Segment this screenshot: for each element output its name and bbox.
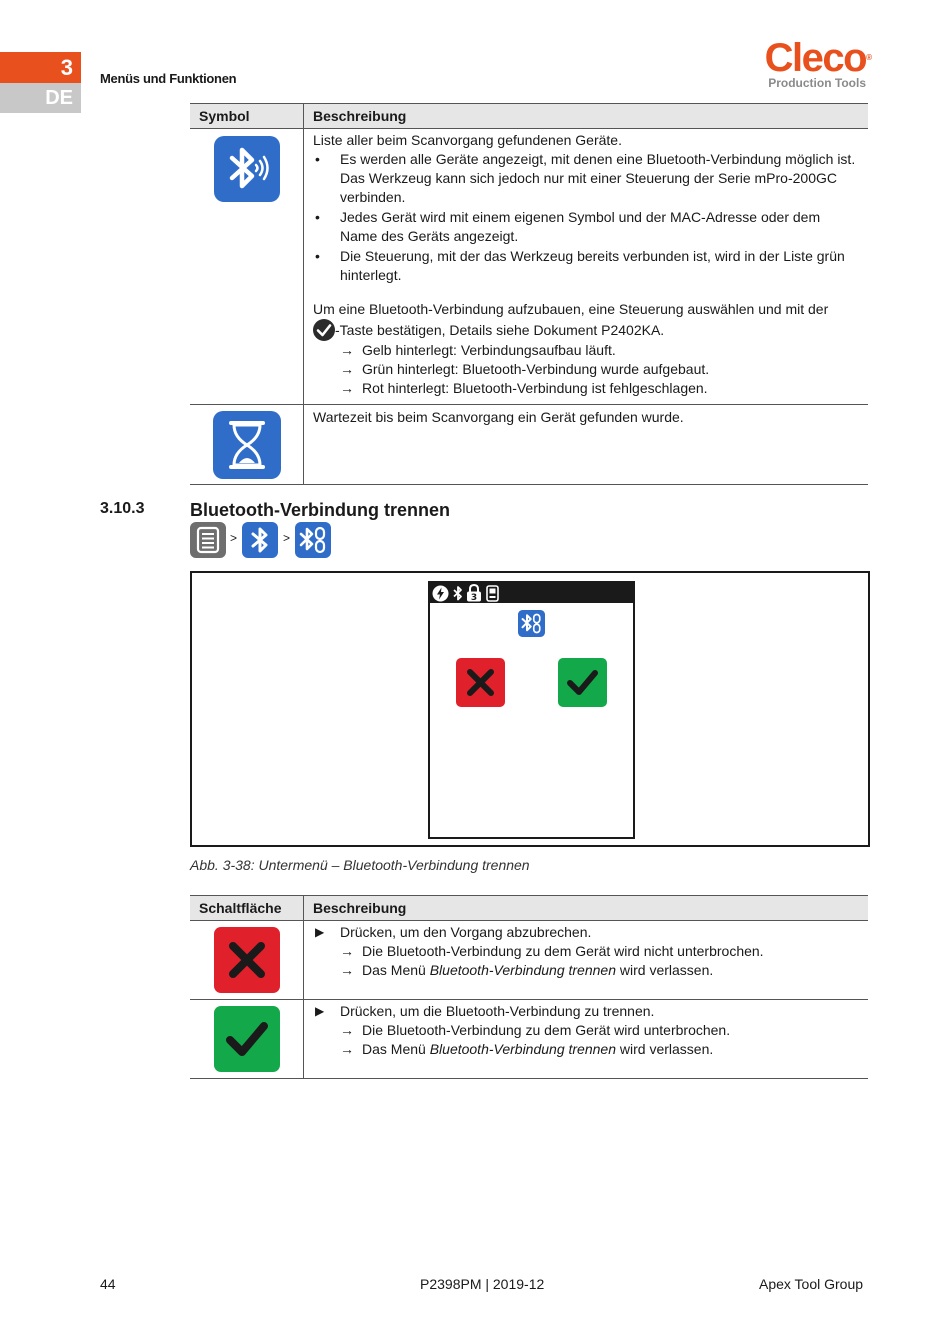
result-item: → Die Bluetooth-Verbindung zu dem Gerät wird nicht unterbrochen.: [340, 943, 764, 959]
result-item: → Rot hinterlegt: Bluetooth-Verbindung ist fehlgeschlagen.: [340, 380, 708, 396]
cancel-x-icon: [214, 927, 280, 993]
svg-text:3: 3: [470, 593, 478, 602]
col-description-header: Beschreibung: [304, 104, 869, 129]
list-item: • Jedes Gerät wird mit einem eigenen Symbol und der MAC-Adresse oder dem Name des Geräts angezeigt.: [313, 208, 859, 246]
power-icon: [432, 585, 449, 602]
col-description-header: Beschreibung: [304, 896, 869, 921]
result-item: → Gelb hinterlegt: Verbindungsaufbau läuft.: [340, 342, 616, 358]
path-separator: >: [283, 531, 291, 545]
cancel-button[interactable]: [456, 658, 505, 707]
table-row: [190, 129, 868, 405]
path-separator: >: [230, 531, 238, 545]
connect-instruction-part2: -Taste bestätigen, Details siehe Dokument P2402KA.: [335, 322, 665, 338]
result-item: → Die Bluetooth-Verbindung zu dem Gerät wird unterbrochen.: [340, 1022, 731, 1038]
connect-instruction-part1: Um eine Bluetooth-Verbindung aufzubauen, eine Steuerung auswählen und mit der: [313, 301, 829, 317]
logo-text: Cleco: [764, 36, 867, 80]
controller-icon: [486, 585, 499, 602]
list-item: • Die Steuerung, mit der das Werkzeug bereits verbunden ist, wird in der Liste grün hinterlegt.: [313, 247, 859, 285]
section-number: 3.10.3: [100, 500, 145, 517]
scan-list-intro: Liste aller beim Scanvorgang gefundenen Geräte.: [313, 132, 622, 148]
action-item: ▶ Drücken, um die Bluetooth-Verbindung zu trennen.: [315, 1003, 655, 1019]
bluetooth-status-icon: [452, 585, 464, 602]
page-header-title: Menüs und Funktionen: [100, 71, 237, 86]
hourglass-icon: [213, 411, 281, 479]
bluetooth-disconnect-icon: [518, 610, 545, 637]
bluetooth-disconnect-icon: [295, 522, 331, 558]
col-button-header: Schaltfläche: [190, 896, 304, 921]
language-tag: DE: [0, 83, 81, 113]
logo-subtitle: Production Tools: [768, 76, 866, 90]
section-title: Bluetooth-Verbindung trennen: [190, 500, 450, 520]
logo-registered: ®: [866, 53, 872, 62]
result-item: → Das Menü Bluetooth-Verbindung trennen wird verlassen.: [340, 1041, 714, 1057]
result-item: → Das Menü Bluetooth-Verbindung trennen wird verlassen.: [340, 962, 714, 978]
lock-icon: [466, 584, 482, 602]
list-item: • Es werden alle Geräte angezeigt, mit denen eine Bluetooth-Verbindung möglich ist. Das Werkzeug kann sich jedoch nur mit einer Steuerung der Serie mPro-200GC verbinden.: [313, 150, 859, 207]
result-item: → Grün hinterlegt: Bluetooth-Verbindung wurde aufgebaut.: [340, 361, 710, 377]
device-screen: [428, 581, 635, 839]
col-symbol-header: Symbol: [190, 104, 304, 129]
chapter-tab: [0, 52, 81, 112]
status-bar: [430, 583, 633, 603]
document-id: P2398PM | 2019-12: [420, 1276, 545, 1292]
confirm-check-icon: [214, 1006, 280, 1072]
cleco-logo: [732, 38, 872, 90]
table-row: [190, 405, 868, 485]
action-item: ▶ Drücken, um den Vorgang abzubrechen.: [315, 924, 592, 940]
page-number: 44: [100, 1276, 116, 1292]
figure-frame: [190, 571, 870, 847]
table-row: [190, 921, 868, 1000]
figure-caption: Abb. 3-38: Untermenü – Bluetooth-Verbindung trennen: [190, 857, 530, 873]
wait-time-description: Wartezeit bis beim Scanvorgang ein Gerät gefunden wurde.: [313, 409, 684, 425]
menu-icon: [190, 522, 226, 558]
bluetooth-icon: [242, 522, 278, 558]
button-table: [190, 895, 868, 1079]
table-row: [190, 1000, 868, 1079]
scan-list-bullets: [313, 150, 859, 285]
company-name: Apex Tool Group: [759, 1276, 864, 1292]
connect-instruction: [313, 300, 859, 341]
ok-key-icon: [313, 319, 335, 341]
chapter-number: 3: [0, 52, 81, 83]
symbol-table: [190, 103, 868, 485]
bluetooth-scan-icon: [214, 136, 280, 202]
confirm-button[interactable]: [558, 658, 607, 707]
